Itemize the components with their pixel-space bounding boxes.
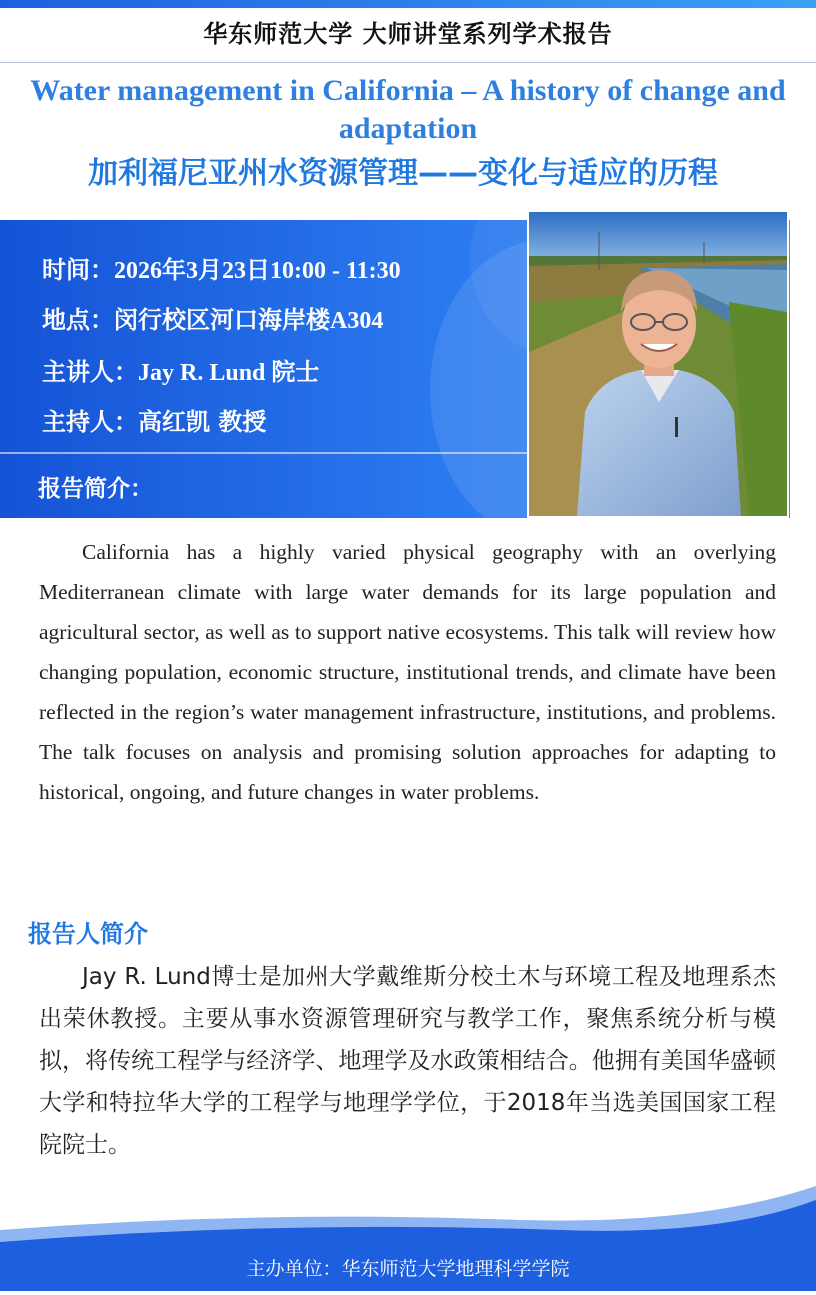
- place-label: 地点：: [42, 306, 114, 334]
- english-title: Water management in California – A history of change and adaptation: [30, 74, 786, 145]
- speaker-bio-text: Jay R. Lund博士是加州大学戴维斯分校土木与环境工程及地理系杰出荣休教授。主要从事水资源管理研究与教学工作，聚焦系统分析与模拟，将传统工程学与经济学、地理学及水政策相结合。他拥有美国华盛顿大学和特拉华大学的工程学与地理学学位，于2018年当选美国国家工程院院士。: [39, 964, 776, 1158]
- place-row: [42, 300, 383, 335]
- header-divider: [0, 62, 816, 63]
- host-value: 高红凯 教授: [138, 408, 267, 436]
- time-value: 2026年3月23日10:00 - 11:30: [114, 258, 401, 284]
- time-row: [42, 250, 401, 285]
- speaker-row: [42, 352, 319, 387]
- speaker-label: 主讲人：: [42, 358, 138, 386]
- time-label: 时间：: [42, 256, 114, 284]
- panel-divider: [0, 452, 530, 454]
- speaker-bio-heading: 报告人简介: [28, 920, 148, 948]
- host-label: 主持人：: [42, 408, 138, 436]
- page-header: 华东师范大学 大师讲堂系列学术报告: [203, 20, 613, 48]
- organizer-text: 主办单位：华东师范大学地理科学学院: [246, 1258, 570, 1280]
- chinese-title: 加利福尼亚州水资源管理——变化与适应的历程: [88, 156, 718, 191]
- place-value: 闵行校区河口海岸楼A304: [114, 308, 384, 334]
- top-accent-bar: [0, 0, 816, 8]
- speaker-value: Jay R. Lund 院士: [138, 360, 320, 386]
- abstract-text: California has a highly varied physical geography with an overlying Mediterranean climate with large water demands for its large population and agricultural sector, as well as to support native ecosystems. This talk will review how changing population, economic structure, institutional trends, and climate have been reflected in the region’s water management infrastructure, institutions, and problems. The talk focuses on analysis and promising solution approaches for adapting to historical, ongoing, and future changes in water problems.: [39, 540, 776, 804]
- abstract-heading: 报告简介：: [38, 476, 153, 502]
- host-row: [42, 402, 266, 437]
- speaker-photo: [527, 210, 789, 518]
